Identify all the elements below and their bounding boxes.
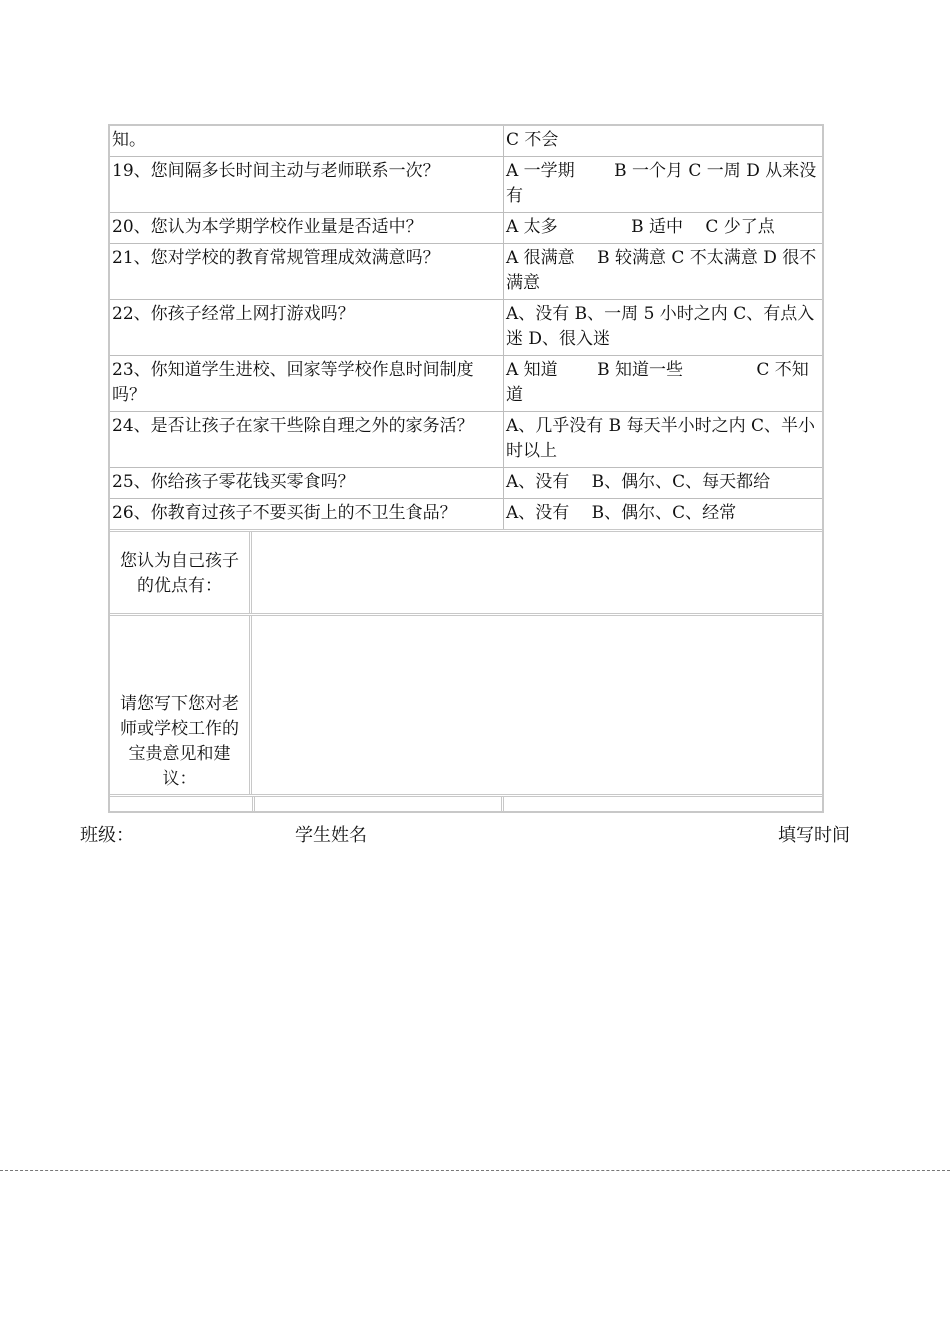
empty-cell [255,797,504,811]
answer-options-cell: A 一学期 B 一个月 C 一周 D 从来没有 [506,161,817,206]
table-row [110,498,822,529]
answer-options-cell: A、没有 B、一周 5 小时之内 C、有点入迷 D、很入迷 [506,304,815,349]
answer-options-cell: A、没有 B、偶尔、C、经常 [506,503,737,523]
student-name-label: 学生姓名 [295,825,367,846]
strengths-label: 您认为自己孩子的优点有： [110,532,252,613]
question-cell: 24、是否让孩子在家干些除自理之外的家务活？ [110,412,504,467]
question-cell: 26、你教育过孩子不要买街上的不卫生食品？ [110,499,504,529]
answer-options-cell: C 不会 [506,130,559,150]
suggestions-row [110,613,822,794]
fill-date-label: 填写时间 [778,825,850,846]
answer-options-cell: A、几乎没有 B 每天半小时之内 C、半小时以上 [506,416,815,461]
suggestions-answer-area[interactable] [252,616,822,794]
question-cell: 19、您间隔多长时间主动与老师联系一次？ [110,157,504,212]
empty-row [110,794,822,811]
table-row [110,126,822,156]
question-cell: 20、您认为本学期学校作业量是否适中？ [110,213,504,243]
suggestions-label: 请您写下您对老师或学校工作的宝贵意见和建议： [110,616,252,794]
answer-options-cell: A 太多 B 适中 C 少了点 [506,217,775,237]
question-cell: 23、你知道学生进校、回家等学校作息时间制度吗？ [110,356,504,411]
table-row [110,212,822,243]
answer-options-cell: A 知道 B 知道一些 C 不知道 [506,360,809,405]
table-row [110,411,822,467]
survey-table [108,124,824,813]
strengths-row [110,529,822,613]
strengths-answer-area[interactable] [252,532,822,613]
table-row [110,299,822,355]
table-row [110,355,822,411]
answer-options-cell: A、没有 B、偶尔、C、每天都给 [506,472,771,492]
table-row [110,243,822,299]
empty-cell [504,797,822,811]
table-row [110,467,822,498]
question-cell: 21、您对学校的教育常规管理成效满意吗？ [110,244,504,299]
question-cell: 22、你孩子经常上网打游戏吗？ [110,300,504,355]
answer-options-cell: A 很满意 B 较满意 C 不太满意 D 很不满意 [506,248,817,293]
dashed-divider [0,1170,950,1171]
question-cell: 知。 [110,126,504,156]
class-label: 班级： [80,825,134,846]
empty-cell [110,797,255,811]
table-row [110,156,822,212]
question-cell: 25、你给孩子零花钱买零食吗？ [110,468,504,498]
